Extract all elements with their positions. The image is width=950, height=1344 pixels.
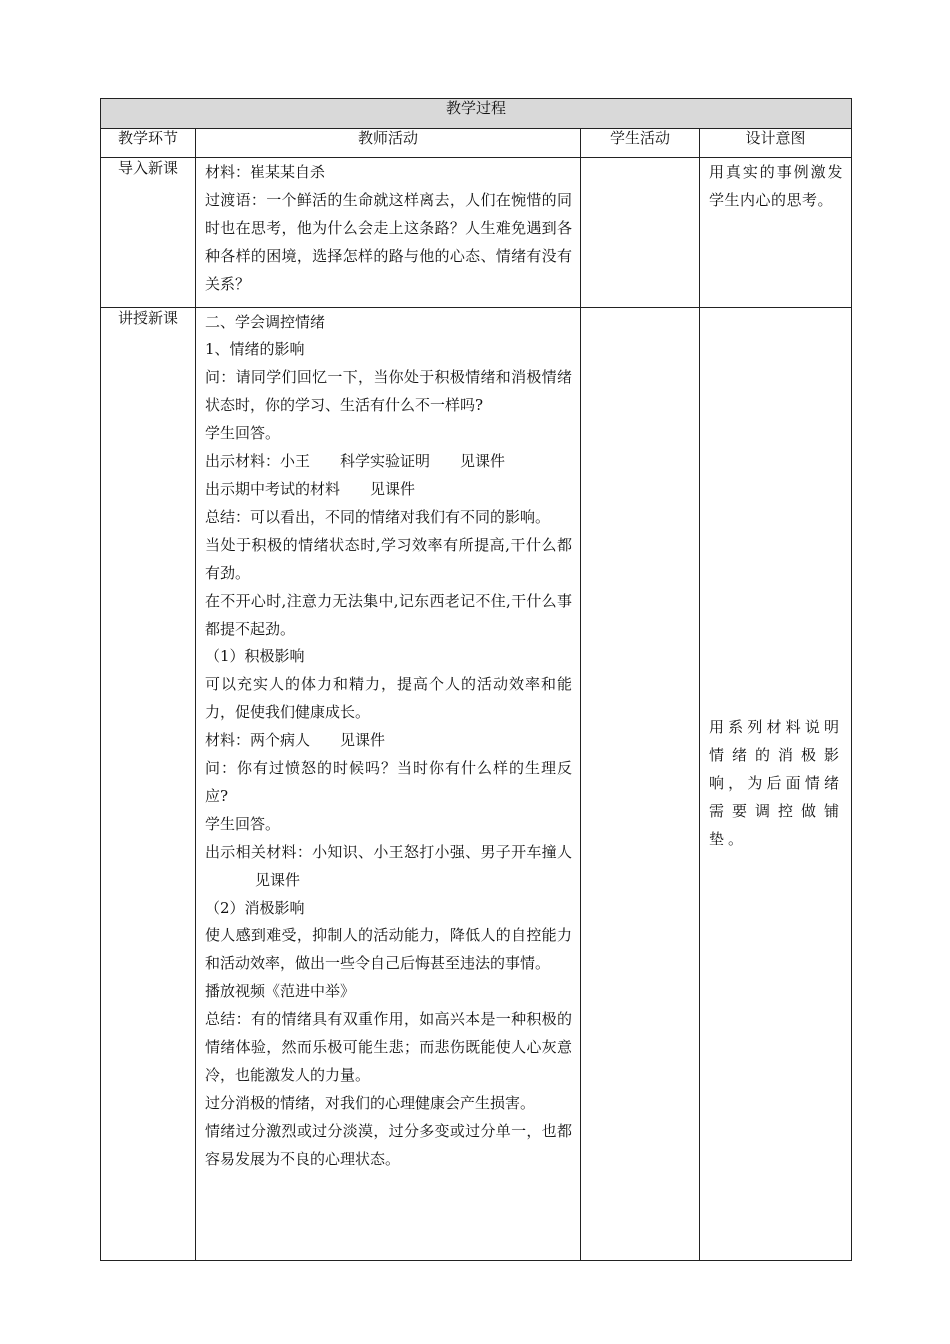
teacher-line: 学生回答。 — [205, 814, 281, 833]
teacher-line: 总结：可以看出，不同的情绪对我们有不同的影响。 — [205, 507, 551, 526]
teacher-line: 总结：有的情绪具有双重作用，如高兴本是一种积极的情绪体验，然而乐极可能生悲；而悲伤既能使人心灰意冷，也能激发人的力量。 — [205, 1010, 572, 1084]
teacher-line: 学生回答。 — [205, 424, 281, 443]
teacher-activity-cell — [196, 307, 581, 1260]
teacher-line: 1、情绪的影响 — [205, 340, 305, 359]
material-label: 出示相关材料：小知识、小王怒打小强、男子开车撞人 — [205, 842, 572, 861]
teacher-line: 情绪过分激烈或过分淡漠，过分多变或过分单一，也都容易发展为不良的心理状态。 — [205, 1121, 572, 1168]
stage-cell: 讲授新课 — [101, 307, 196, 1260]
header-design-intent: 设计意图 — [700, 129, 852, 158]
teacher-line — [205, 727, 572, 755]
stage-cell: 导入新课 — [101, 158, 196, 308]
material-label: 材料：两个病人 — [205, 731, 311, 750]
material-label: 出示材料：小王 — [205, 452, 311, 471]
teacher-line: 使人感到难受，抑制人的活动能力，降低人的自控能力和活动效率，做出一些令自己后悔甚至违法的事情。 — [205, 926, 572, 973]
teacher-line: 当处于积极的情绪状态时,学习效率有所提高,干什么都有劲。 — [205, 535, 572, 582]
teacher-line: （1）积极影响 — [205, 647, 305, 666]
design-intent-cell — [700, 307, 852, 1260]
teacher-line: 过渡语：一个鲜活的生命就这样离去，人们在惋惜的同时也在思考，他为什么会走上这条路？人生难免遇到各种各样的困境，选择怎样的路与他的心态、情绪有没有关系？ — [205, 190, 572, 293]
teacher-line: 问：请同学们回忆一下，当你处于积极情绪和消极情绪状态时，你的学习、生活有什么不一样吗? — [205, 368, 572, 415]
teacher-line — [205, 448, 572, 476]
courseware-ref: 见课件 — [255, 870, 301, 889]
teacher-line: 问：你有过愤怒的时候吗？当时你有什么样的生理反应? — [205, 759, 572, 805]
teacher-line: （2）消极影响 — [205, 898, 305, 917]
teacher-line: 播放视频《范进中举》 — [205, 982, 356, 1001]
design-intent-cell — [700, 158, 852, 308]
teacher-line — [205, 476, 572, 504]
table-title: 教学过程 — [101, 99, 852, 129]
header-teacher-activity: 教师活动 — [196, 129, 581, 158]
courseware-ref: 见课件 — [370, 479, 416, 498]
design-text: 用系列材料说明情绪的消极影响，为后面情绪需要调控做铺垫。 — [709, 718, 844, 848]
design-text: 用真实的事例激发学生内心的思考。 — [709, 163, 844, 209]
teacher-line: 在不开心时,注意力无法集中,记东西老记不住,干什么事都提不起劲。 — [205, 591, 572, 638]
teaching-process-table — [100, 98, 852, 1261]
teacher-line: 材料：崔某某自杀 — [205, 163, 326, 181]
student-activity-cell — [581, 307, 700, 1260]
teacher-activity-cell — [196, 158, 581, 308]
header-student-activity: 学生活动 — [581, 129, 700, 158]
teacher-line: 可以充实人的体力和精力，提高个人的活动效率和能力，促使我们健康成长。 — [205, 675, 572, 722]
material-item: 科学实验证明 — [340, 452, 431, 471]
teacher-line: 二、学会调控情绪 — [205, 312, 326, 331]
courseware-ref: 见课件 — [460, 452, 506, 471]
courseware-ref: 见课件 — [340, 731, 386, 750]
material-label: 出示期中考试的材料 — [205, 479, 341, 498]
student-activity-cell — [581, 158, 700, 308]
teacher-line: 过分消极的情绪，对我们的心理健康会产生损害。 — [205, 1093, 536, 1112]
header-stage: 教学环节 — [101, 129, 196, 158]
table-row — [101, 158, 852, 308]
teacher-line — [205, 839, 572, 895]
table-row — [101, 307, 852, 1260]
